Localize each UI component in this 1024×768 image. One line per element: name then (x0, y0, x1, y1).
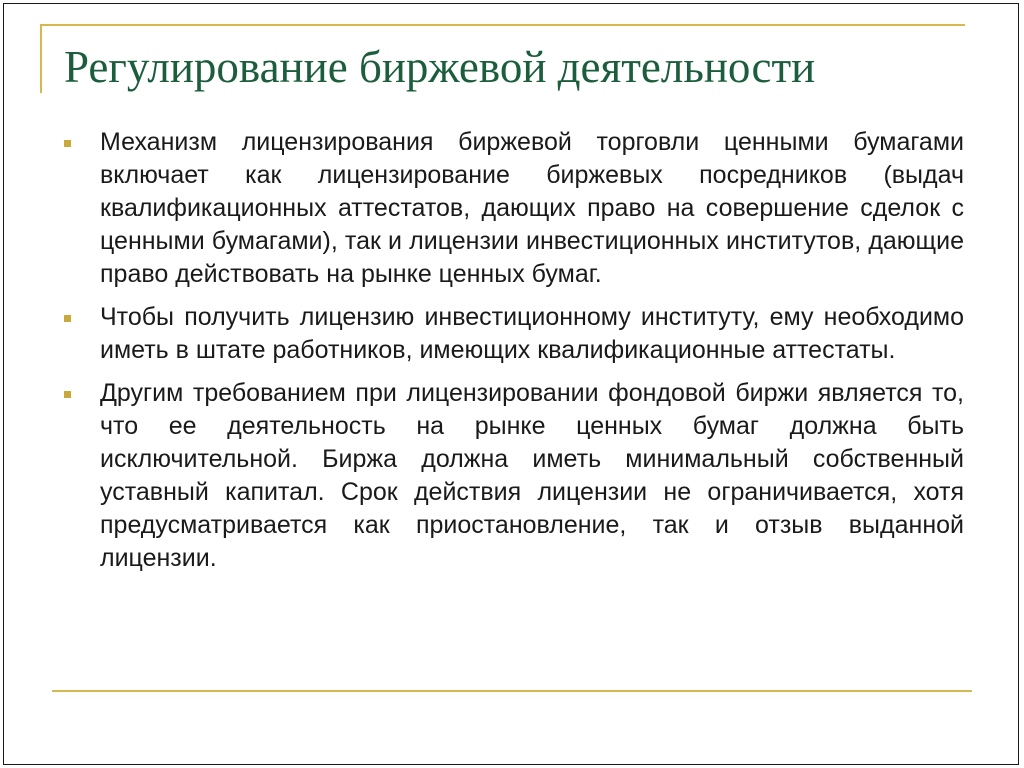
square-bullet-icon (64, 391, 71, 398)
slide-title: Регулирование биржевой деятельности (64, 42, 816, 92)
bottom-accent-rule (52, 690, 972, 692)
bullet-item-3 (64, 377, 964, 575)
left-accent-rule (40, 24, 42, 93)
bullet-item-2 (64, 301, 964, 367)
bullet-text: Чтобы получить лицензию инвестиционному институту, ему необходимо иметь в штате работников, имеющих квалификационные аттестаты. (100, 303, 964, 364)
square-bullet-icon (64, 140, 71, 147)
bullet-text: Механизм лицензирования биржевой торговли ценными бумагами включает как лицензирование биржевых посредников (выдач квалификационных аттестатов, дающих право на совершение сделок с ценными бумагами), так и лицензии инвестиционных институтов, дающие право действовать на рынке ценных бумаг. (100, 128, 964, 288)
bullet-list (64, 126, 964, 585)
square-bullet-icon (64, 315, 71, 322)
top-accent-rule (40, 24, 965, 26)
bullet-text: Другим требованием при лицензировании фондовой биржи является то, что ее деятельность на рынке ценных бумаг должна быть исключительной. Биржа должна иметь минимальный собственный уставный капитал. Срок действия лицензии не ограничивается, хотя предусматривается как приостановление, так и отзыв выданной лицензии. (100, 379, 964, 572)
bullet-item-1 (64, 126, 964, 291)
